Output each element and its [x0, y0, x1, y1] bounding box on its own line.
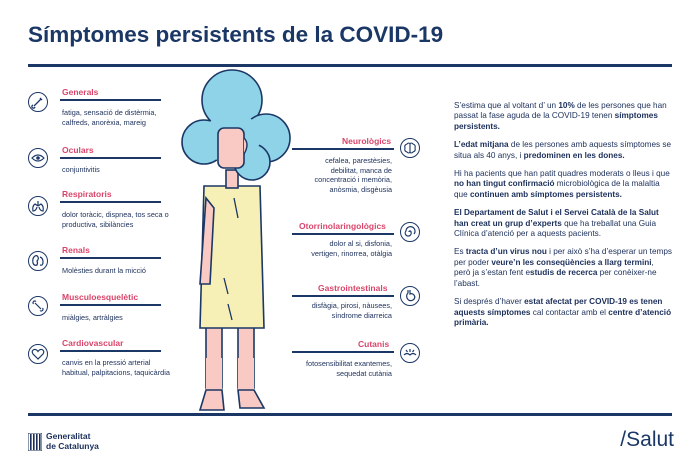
- symptom-desc: disfàgia, pirosi, nàusees, síndrome diarreica: [311, 301, 392, 320]
- bone-icon: [28, 296, 48, 316]
- symptom-title: Neurològics: [342, 136, 392, 146]
- symptom-title: Cutanis: [358, 339, 390, 349]
- generalitat-emblem-icon: [28, 433, 42, 451]
- symptom-title: Generals: [62, 87, 99, 97]
- symptom-title: Cardiovascular: [62, 338, 124, 348]
- symptom-title: Renals: [62, 245, 90, 255]
- symptom-divider: [60, 257, 161, 259]
- symptom-desc: canvis en la pressió arterial habitual, palpitacions, taquicàrdia: [62, 358, 170, 377]
- symptom-desc: conjuntivitis: [62, 165, 100, 174]
- kidney-icon: [28, 251, 48, 271]
- symptom-title: Musculoesquelètic: [62, 292, 139, 302]
- generalitat-text: [46, 432, 99, 451]
- symptom-desc: dolor toràcic, dispnea, tos seca o productiva, sibilàncies: [62, 210, 169, 229]
- symptom-divider: [292, 295, 394, 297]
- symptom-desc: fatiga, sensació de distèrmia, calfreds, anorèxia, mareig: [62, 108, 157, 127]
- symptom-divider: [292, 148, 394, 150]
- symptom-title: Otorrinolaringològics: [299, 221, 386, 231]
- logo-line1: Generalitat: [46, 431, 91, 441]
- lungs-icon: [28, 196, 48, 216]
- info-paragraph: S’estima que al voltant d’ un 10% de les persones que han passat la fase aguda de la COVID-19 tenen símptomes persistents.: [454, 101, 667, 131]
- page-title: Símptomes persistents de la COVID-19: [28, 22, 444, 47]
- stomach-icon: [400, 286, 420, 306]
- thermometer-icon: [28, 92, 48, 112]
- info-paragraph: Hi ha pacients que han patit quadres moderats o lleus i que no han tingut confirmació microbiològica de la malaltia que continuen amb símptomes persistents.: [454, 169, 670, 199]
- symptom-desc: fotosensibilitat exantemes, sequedat cutània: [306, 359, 392, 378]
- woman-illustration: [180, 58, 300, 418]
- heart-icon: [28, 344, 48, 364]
- symptom-divider: [60, 304, 161, 306]
- logo-line2: de Catalunya: [46, 440, 99, 451]
- symptom-desc: dolor al si, disfonia, vertigen, rinorrea, otàlgia: [311, 239, 392, 258]
- skin-icon: [400, 343, 420, 363]
- footer-divider: [28, 413, 672, 416]
- symptom-desc: cefalea, parestèsies, debilitat, manca de concentració i memòria, anòsmia, disgèusia: [314, 156, 392, 194]
- eye-icon: [28, 148, 48, 168]
- info-column: [454, 101, 672, 336]
- symptom-divider: [60, 201, 161, 203]
- title-underline: [28, 64, 672, 67]
- generalitat-logo: [28, 432, 99, 451]
- info-paragraph: Si després d’haver estat afectat per COVID-19 es tenen aquests símptomes cal contactar amb el centre d’atenció primària.: [454, 297, 672, 327]
- symptom-desc: miàlgies, artràlgies: [62, 313, 123, 322]
- symptom-divider: [60, 99, 161, 101]
- ear-icon: [400, 222, 420, 242]
- info-paragraph: L’edat mitjana de les persones amb aquests símptomes se situa als 40 anys, i predominen en les dones.: [454, 140, 672, 160]
- salut-brand: /Salut: [620, 428, 674, 451]
- symptom-divider: [292, 351, 394, 353]
- symptom-title: Gastrointestinals: [318, 283, 388, 293]
- info-paragraph: Es tracta d’un virus nou i per això s’ha d’esperar un temps per poder veure’n les conseqüències a llarg termini, però ja s’estan fent estudis de recerca per conèixer-ne l’abast.: [454, 247, 672, 288]
- symptom-desc: Molèsties durant la micció: [62, 266, 146, 275]
- info-paragraph: El Departament de Salut i el Servei Català de la Salut han creat un grup d’experts que ha treballat una Guia Clínica d’atenció per a aquests pacients.: [454, 208, 659, 239]
- symptom-divider: [60, 157, 161, 159]
- brain-icon: [400, 138, 420, 158]
- symptom-divider: [292, 233, 394, 235]
- symptom-title: Oculars: [62, 145, 94, 155]
- symptom-divider: [60, 350, 161, 352]
- symptom-title: Respiratoris: [62, 189, 112, 199]
